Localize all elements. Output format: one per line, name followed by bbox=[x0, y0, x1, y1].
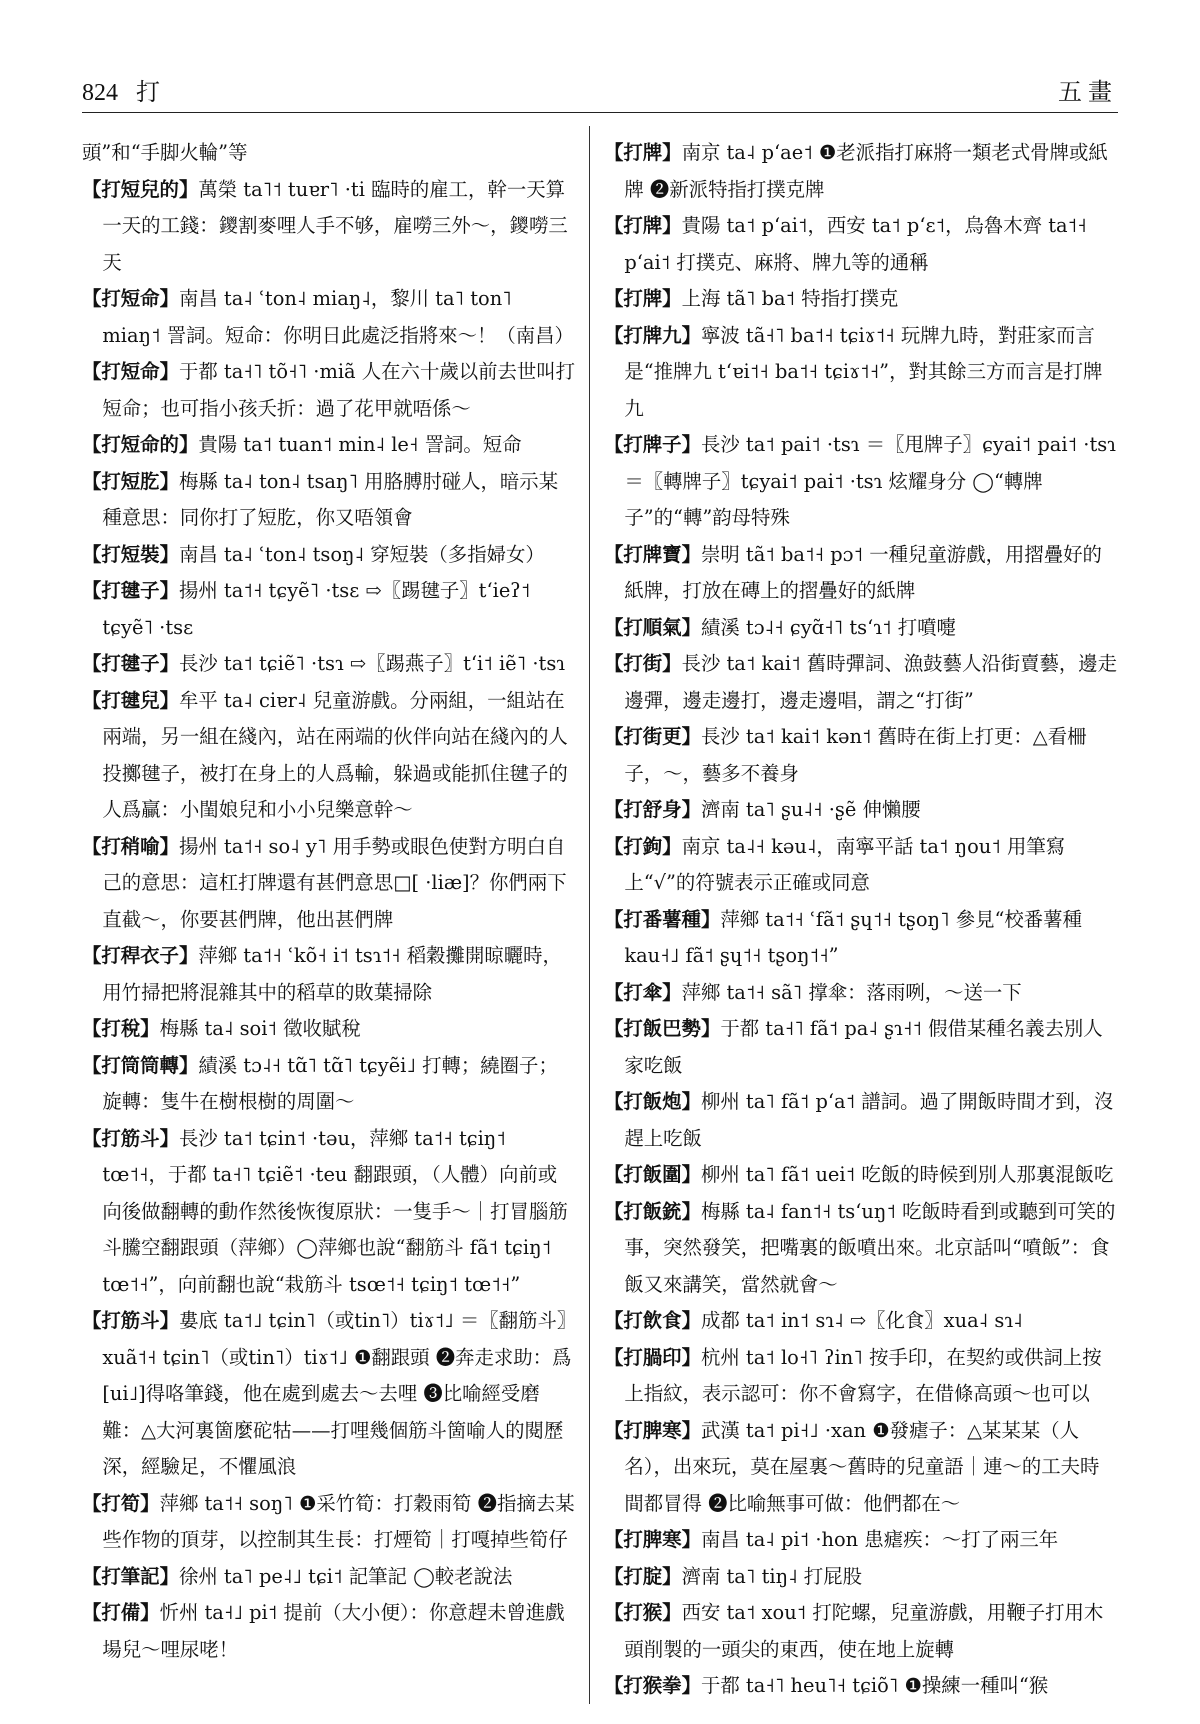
section-label: 五畫 bbox=[1058, 78, 1118, 106]
dictionary-entry bbox=[604, 281, 1118, 318]
headword-bracket-close: 】 bbox=[681, 1090, 701, 1113]
dictionary-entry bbox=[604, 1413, 1118, 1523]
dictionary-entry bbox=[604, 1559, 1118, 1596]
headword-bracket-close: 】 bbox=[159, 652, 179, 675]
headword: 打脾寒 bbox=[623, 1528, 682, 1551]
entry-text: 揚州 ta˦˧ tɕyẽ˥ ·tsɛ ⇨〖踢毽子〗tʻieʔ˦ tɕyẽ˥ ·tsɛ bbox=[102, 579, 531, 639]
entry-text: 萍鄉 ta˦˧ soŋ˥ ❶采竹筍：打穀雨筍 ❷指摘去某些作物的頂芽，以控制其生長：打煙筍｜打嘎掉些筍仔 bbox=[102, 1491, 575, 1551]
entry-text: 梅縣 ta˨ fan˦˧ tsʻuŋ˦ 吃飯時看到或聽到可笑的事，突然發笑，把嘴裏的飯噴出來。北京話叫“噴飯”：食飯又來講笑，當然就會～ bbox=[624, 1199, 1116, 1296]
headword: 打飯銃 bbox=[623, 1199, 682, 1223]
entry-text: 萬榮 ta˥˦ tuɐr˥ ·ti 臨時的雇工，幹一天算一天的工錢：鑁割麥哩人手不够，雇嘮三外～，鑁嘮三天 bbox=[102, 177, 568, 274]
entry-text: 萍鄉 ta˦˧ sã˥ 撑傘：落雨咧，～送一下 bbox=[681, 980, 1022, 1004]
headword: 打稅 bbox=[101, 1017, 141, 1040]
headword-bracket-close: 】 bbox=[662, 1601, 682, 1624]
entry-text: 長沙 ta˦ tɕiẽ˥ ·tsɿ ⇨〖踢燕子〗tʻi˦ iẽ˥ ·tsɿ bbox=[178, 652, 566, 675]
entry-text: 南京 ta˨ pʻae˦ ❶老派指打麻將一類老式骨牌或紙牌 ❷新派特指打撲克牌 bbox=[624, 141, 1108, 201]
headword-bracket-open: 【 bbox=[604, 725, 624, 748]
entry-text: 長沙 ta˦ kai˦ 舊時彈詞、漁鼓藝人沿街賣藝，邊走邊彈，邊走邊打，邊走邊唱，謂之“打街” bbox=[624, 652, 1118, 712]
headword-bracket-open: 【 bbox=[604, 1163, 624, 1186]
dictionary-entry bbox=[604, 1340, 1118, 1413]
dictionary-entry bbox=[604, 208, 1118, 281]
entry-text: 績溪 tɔ˨˧ ɕyɑ̃˧˥ tsʻɿ˦ 打噴嚏 bbox=[700, 615, 956, 639]
headword-bracket-open: 【 bbox=[82, 579, 102, 602]
headword: 打稍喻 bbox=[101, 834, 160, 858]
dictionary-entry bbox=[604, 1011, 1118, 1084]
entry-text: 長沙 ta˦ pai˦ ·tsɿ ＝〖甩牌子〗ɕyai˦ pai˦ ·tsɿ ＝〖轉牌子〗tɕyai˦ pai˦ ·tsɿ 炫耀身分 ◯“轉牌子”的“轉”韵母特殊 bbox=[624, 433, 1116, 529]
dictionary-entry bbox=[604, 1157, 1118, 1194]
headword-bracket-close: 】 bbox=[159, 542, 179, 566]
headword-bracket-close: 】 bbox=[662, 652, 682, 675]
headword-bracket-open: 【 bbox=[82, 1053, 102, 1077]
headword-bracket-close: 】 bbox=[662, 287, 682, 310]
entry-text: 貴陽 ta˦ tuan˦ min˨ le˧ 詈詞。短命 bbox=[198, 433, 522, 456]
headword-bracket-open: 【 bbox=[82, 1491, 102, 1515]
headword-bracket-open: 【 bbox=[604, 1528, 624, 1551]
dictionary-entry bbox=[604, 1194, 1118, 1304]
headword-bracket-close: 】 bbox=[178, 944, 199, 967]
headword-bracket-close: 】 bbox=[681, 1528, 701, 1551]
dictionary-entry bbox=[604, 792, 1118, 829]
entry-text: 徐州 ta˥ pe˨˩ tɕi˦ 記筆記 ◯較老說法 bbox=[178, 1564, 513, 1588]
headword: 打短肐 bbox=[101, 469, 160, 493]
headword: 打腡印 bbox=[623, 1345, 682, 1369]
headword-bracket-close: 】 bbox=[140, 1601, 160, 1624]
headword-bracket-open: 【 bbox=[604, 1674, 624, 1697]
dictionary-entry bbox=[604, 610, 1118, 647]
headword-bracket-close: 】 bbox=[159, 360, 179, 383]
headword-bracket-open: 【 bbox=[82, 1309, 102, 1332]
headword-bracket-open: 【 bbox=[82, 433, 102, 456]
headword-bracket-open: 【 bbox=[82, 834, 102, 858]
dictionary-entry bbox=[82, 427, 576, 464]
headword-bracket-open: 【 bbox=[604, 214, 624, 237]
column-divider bbox=[589, 126, 590, 1704]
headword-bracket-close: 】 bbox=[681, 323, 701, 347]
dictionary-entry bbox=[604, 537, 1118, 610]
headword-bracket-close: 】 bbox=[681, 725, 701, 748]
headword: 打短裝 bbox=[101, 542, 160, 566]
dictionary-entry bbox=[82, 1121, 576, 1304]
headword-bracket-close: 】 bbox=[140, 1017, 160, 1040]
headword-bracket-close: 】 bbox=[159, 1126, 179, 1150]
headword-bracket-open: 【 bbox=[82, 688, 102, 712]
headword: 打備 bbox=[101, 1601, 141, 1624]
headword-bracket-close: 】 bbox=[662, 141, 682, 164]
headword: 打毽兒 bbox=[101, 688, 160, 712]
entry-text: 于都 ta˧˥ fã˦ pa˨ ʂɿ˧˦ 假借某種名義去別人家吃飯 bbox=[624, 1017, 1103, 1077]
headword-bracket-close: 】 bbox=[681, 1163, 701, 1186]
headword-bracket-open: 【 bbox=[82, 944, 102, 967]
headword-bracket-close: 】 bbox=[681, 1674, 701, 1697]
dictionary-entry bbox=[604, 1303, 1118, 1340]
headword: 打脾寒 bbox=[623, 1418, 682, 1442]
entry-text: 柳州 ta˥ fã˦ uei˦ 吃飯的時候到別人那裏混飯吃 bbox=[700, 1163, 1114, 1186]
entry-text: 濟南 ta˥ ʂu˨˧ ·ʂẽ 伸懶腰 bbox=[700, 798, 921, 821]
headword-bracket-close: 】 bbox=[700, 1017, 721, 1040]
entry-text: 貴陽 ta˦ pʻai˦，西安 ta˦ pʻɛ˦，烏魯木齊 ta˦˧ pʻai˦ 打撲克、麻將、牌九等的通稱 bbox=[624, 214, 1087, 274]
dictionary-entry bbox=[82, 1559, 576, 1596]
headword: 打毽子 bbox=[101, 579, 160, 602]
headword-bracket-open: 【 bbox=[604, 834, 624, 858]
dictionary-entry bbox=[604, 1595, 1118, 1668]
dictionary-entry bbox=[604, 646, 1118, 719]
entry-text: 南京 ta˨˧ kəu˨，南寧平話 ta˦ ŋou˦ 用筆寫上“√”的符號表示正確或同意 bbox=[624, 834, 1066, 894]
dictionary-entry bbox=[82, 354, 576, 427]
entry-text: 成都 ta˦ in˦ sɿ˨ ⇨〖化食〗xua˨ sɿ˨ bbox=[700, 1309, 1023, 1332]
headword-bracket-open: 【 bbox=[82, 360, 102, 383]
entry-text: 崇明 tã˦ ba˦˧ pɔ˦ 一種兒童游戲，用摺疊好的紙牌，打放在磚上的摺疊好的紙牌 bbox=[624, 542, 1102, 602]
dictionary-entry bbox=[82, 172, 576, 282]
headword-bracket-close: 】 bbox=[159, 1564, 179, 1588]
headword-bracket-close: 】 bbox=[662, 834, 682, 858]
dictionary-entry bbox=[82, 1303, 576, 1486]
left-column bbox=[82, 135, 576, 1668]
entry-text: 柳州 ta˥ fã˦ pʻa˦ 譜詞。過了開飯時間才到，沒趕上吃飯 bbox=[624, 1090, 1114, 1150]
headword-bracket-close: 】 bbox=[681, 542, 701, 566]
headword-bracket-open: 【 bbox=[604, 323, 624, 347]
headword-bracket-close: 】 bbox=[159, 469, 179, 493]
headword-bracket-close: 】 bbox=[681, 1199, 701, 1223]
headword-bracket-open: 【 bbox=[82, 652, 102, 675]
entry-text: 于都 ta˧˥ tõ˧˥ ·miã 人在六十歲以前去世叫打短命；也可指小孩夭折：過了花甲就唔係～ bbox=[102, 360, 576, 420]
right-column bbox=[604, 135, 1118, 1705]
headword-bracket-close: 】 bbox=[662, 214, 682, 237]
headword-bracket-open: 【 bbox=[82, 469, 102, 493]
entry-text: 寧波 tã˧˥ ba˦˧ tɕiɤ˦˧ 玩牌九時，對莊家而言是“推牌九 tʻɐi˦˧ ba˦˧ tɕiɤ˦˧”，對其餘三方而言是打牌九 bbox=[624, 323, 1103, 420]
dictionary-entry bbox=[82, 1048, 576, 1121]
headword-bracket-close: 】 bbox=[681, 433, 701, 456]
header-left bbox=[82, 72, 160, 107]
headword: 打牌 bbox=[623, 141, 663, 164]
dictionary-entry bbox=[82, 646, 576, 683]
headword-bracket-close: 】 bbox=[662, 980, 682, 1004]
entry-text: 武漢 ta˦ pi˧˩ ·xan ❶發瘧子：△某某某（人名），出來玩，莫在屋裏～舊時的兒童語｜連～的工夫時間都冒得 ❷比喻無事可做：他們都在～ bbox=[624, 1418, 1100, 1515]
headword-bracket-close: 】 bbox=[700, 907, 721, 931]
entry-text: 績溪 tɔ˨˧ tɑ̃˥ tɑ̃˥ tɕyẽi˩ 打轉；繞圈子；旋轉：隻牛在樹根樹的周圍～ bbox=[102, 1053, 558, 1113]
headword: 打飯炮 bbox=[623, 1090, 682, 1113]
dictionary-entry bbox=[604, 135, 1118, 208]
entry-text: 西安 ta˦ xou˦ 打陀螺，兒童游戲，用鞭子打用木頭削製的一頭尖的東西，使在地上旋轉 bbox=[624, 1601, 1104, 1661]
header-rule bbox=[82, 112, 1118, 113]
dictionary-entry bbox=[604, 902, 1118, 975]
headword: 打飯巴勢 bbox=[623, 1017, 701, 1040]
headword-bracket-open: 【 bbox=[604, 433, 624, 456]
headword-bracket-open: 【 bbox=[604, 1564, 624, 1588]
headword-bracket-close: 】 bbox=[681, 1418, 701, 1442]
headword: 打舒身 bbox=[623, 798, 682, 821]
headword-bracket-open: 【 bbox=[604, 907, 624, 931]
headword-bracket-open: 【 bbox=[604, 1601, 624, 1624]
headword: 打稈衣子 bbox=[101, 944, 179, 967]
headword-bracket-close: 】 bbox=[178, 177, 199, 201]
page-number: 824 bbox=[82, 80, 118, 106]
headword-bracket-close: 】 bbox=[159, 287, 179, 310]
headword-bracket-close: 】 bbox=[681, 1345, 701, 1369]
headword-bracket-open: 【 bbox=[604, 1418, 624, 1442]
dictionary-entry bbox=[82, 938, 576, 1011]
headword: 打街更 bbox=[623, 725, 682, 748]
entry-text: 濟南 ta˥ tiŋ˨ 打屁股 bbox=[681, 1564, 862, 1588]
dictionary-entry bbox=[604, 1668, 1118, 1705]
headword-bracket-open: 【 bbox=[604, 141, 624, 164]
headword-bracket-close: 】 bbox=[178, 1053, 199, 1077]
entry-text: 頭”和“手脚火輪”等 bbox=[82, 141, 248, 164]
dictionary-entry bbox=[604, 1084, 1118, 1157]
headword-bracket-close: 】 bbox=[159, 688, 179, 712]
headword-bracket-open: 【 bbox=[604, 652, 624, 675]
headword-bracket-open: 【 bbox=[82, 1564, 102, 1588]
headword: 打筋斗 bbox=[101, 1309, 160, 1332]
entry-text: 上海 tã˥ ba˦ 特指打撲克 bbox=[681, 287, 899, 310]
entry-text: 萍鄉 ta˦˧ ʿkõ˧ i˦ tsɿ˦˧ 稻穀攤開晾曬時，用竹掃把將混雜其中的稻草的敗葉掃除 bbox=[102, 944, 562, 1004]
entry-text: 南昌 ta˨ pi˦ ·hon 患瘧疾：～打了兩三年 bbox=[700, 1528, 1059, 1551]
dictionary-entry bbox=[604, 975, 1118, 1012]
headword-bracket-close: 】 bbox=[681, 1309, 701, 1332]
headword: 打飲食 bbox=[623, 1309, 682, 1332]
headword: 打番薯種 bbox=[623, 907, 701, 931]
entry-text: 長沙 ta˦ kai˦ kən˦ 舊時在街上打更：△看柵子，～，藝多不養身 bbox=[624, 725, 1087, 785]
dictionary-entry bbox=[82, 573, 576, 646]
headword: 打猴拳 bbox=[623, 1674, 682, 1697]
headword-bracket-close: 】 bbox=[681, 798, 701, 821]
dictionary-entry bbox=[82, 683, 576, 829]
headword: 打飯圍 bbox=[623, 1163, 682, 1186]
headword: 打腚 bbox=[623, 1564, 663, 1588]
headword-bracket-open: 【 bbox=[82, 1017, 102, 1040]
headword: 打短命 bbox=[101, 287, 160, 310]
headword-bracket-open: 【 bbox=[82, 1126, 102, 1150]
headword: 打牌 bbox=[623, 214, 663, 237]
entry-text: 揚州 ta˦˧ so˨ y˥ 用手勢或眼色使對方明白自己的意思：這杠打牌還有甚們意思□[ ·liæ]？你們兩下直截～，你要甚們牌，他出甚們牌 bbox=[102, 834, 567, 931]
headword: 打毽子 bbox=[101, 652, 160, 675]
dictionary-entry bbox=[82, 1595, 576, 1668]
headword-bracket-close: 】 bbox=[662, 1564, 682, 1588]
headword-bracket-open: 【 bbox=[604, 1345, 624, 1369]
entry-text: 萍鄉 ta˦˧ ʿfã˦ ʂɥ˦˧ tʂoŋ˥ 參見“校番薯種 kau˧˩ fã˦ ʂɥ˦˧ tʂoŋ˦˧” bbox=[624, 907, 1082, 967]
entry-text: 牟平 ta˨ ciɐr˨ 兒童游戲。分兩組，一組站在兩端，另一組在綫內，站在兩端的伙伴向站在綫內的人投擲毽子，被打在身上的人爲輸，躲過或能抓住毽子的人爲贏：小閨娘兒和小小兒樂意幹～ bbox=[102, 688, 568, 821]
headword: 打傘 bbox=[623, 980, 663, 1004]
entry-text: 婁底 ta˦˩ tɕin˥（或tin˥）tiɤ˦˩ ＝〖翻筋斗〗xuã˦˧ tɕin˥（或tin˥）tiɤ˦˩ ❶翻跟頭 ❷奔走求助：爲[ui˩]得咯筆錢，他在處到處去～去哩 ❸比喻經受磨難：△大河裏箇麼砣牯——打哩幾個筋斗箇喻人的閱歷深，經驗足，不懼風浪 bbox=[102, 1309, 572, 1478]
entry-text: 梅縣 ta˨ soi˦ 徵收賦稅 bbox=[159, 1017, 361, 1040]
headword-bracket-open: 【 bbox=[604, 980, 624, 1004]
headword-bracket-open: 【 bbox=[604, 798, 624, 821]
dictionary-entry bbox=[82, 281, 576, 354]
headword: 打街 bbox=[623, 652, 663, 675]
dictionary-entry bbox=[82, 829, 576, 939]
headword: 打牌子 bbox=[623, 433, 682, 456]
headword: 打牌九 bbox=[623, 323, 682, 347]
headword-bracket-open: 【 bbox=[604, 1090, 624, 1113]
entry-text: 忻州 ta˧˩ pi˦ 提前（大小便）：你意趕未曾進戲場兒～哩尿咾！ bbox=[102, 1601, 565, 1661]
entry-text: 于都 ta˧˥ heu˥˧ tɕiõ˥ ❶操練一種叫“猴 bbox=[700, 1674, 1049, 1697]
dictionary-entry bbox=[82, 135, 576, 172]
dictionary-entry bbox=[82, 464, 576, 537]
headword: 打筒筒轉 bbox=[101, 1053, 179, 1077]
headword: 打筍 bbox=[101, 1491, 141, 1515]
entry-text: 南昌 ta˨ ʿton˨ miaŋ˨，黎川 ta˥ ton˥ miaŋ˦ 詈詞。短命：你明日此處泛指將來～！（南昌） bbox=[102, 287, 574, 347]
dictionary-entry bbox=[82, 1486, 576, 1559]
headword: 打猴 bbox=[623, 1601, 663, 1624]
headword: 打短命的 bbox=[101, 433, 179, 456]
headword: 打短命 bbox=[101, 360, 160, 383]
dictionary-entry bbox=[604, 427, 1118, 537]
headword-bracket-open: 【 bbox=[82, 1601, 102, 1624]
headword: 打順氣 bbox=[623, 615, 682, 639]
headword-bracket-close: 】 bbox=[159, 1309, 179, 1332]
headword-bracket-open: 【 bbox=[604, 615, 624, 639]
entry-text: 長沙 ta˦ tɕin˦ ·təu，萍鄉 ta˦˧ tɕiŋ˦ tœ˦˧，于都 ta˧˥ tɕiẽ˦ ·teu 翻跟頭，（人體）向前或向後做翻轉的動作然後恢復原狀：一隻手～｜打冒腦筋斗騰空翻跟頭（萍鄉）◯萍鄉也說“翻筋斗 fã˦ tɕiŋ˦ tœ˦˧”，向前翻也說“栽筋斗 tsœ˦˧ tɕiŋ˦ tœ˦˧” bbox=[102, 1126, 568, 1296]
headword: 打牌 bbox=[623, 287, 663, 310]
headword-bracket-open: 【 bbox=[604, 1017, 624, 1040]
page-header bbox=[82, 70, 1118, 110]
headword-bracket-close: 】 bbox=[159, 579, 179, 602]
entry-text: 梅縣 ta˨ ton˨ tsaŋ˥ 用胳膊肘碰人，暗示某種意思：同你打了短肐，你又唔領會 bbox=[102, 469, 559, 529]
radical-label: 打 bbox=[136, 78, 160, 106]
headword: 打筆記 bbox=[101, 1564, 160, 1588]
dictionary-entry bbox=[604, 318, 1118, 428]
headword-bracket-close: 】 bbox=[140, 1491, 160, 1515]
headword-bracket-open: 【 bbox=[82, 287, 102, 310]
dictionary-entry bbox=[82, 1011, 576, 1048]
headword: 打牌寶 bbox=[623, 542, 682, 566]
dictionary-entry bbox=[604, 1522, 1118, 1559]
headword: 打短兒的 bbox=[101, 177, 179, 201]
headword-bracket-open: 【 bbox=[604, 542, 624, 566]
headword-bracket-open: 【 bbox=[604, 287, 624, 310]
headword: 打鉤 bbox=[623, 834, 663, 858]
headword-bracket-close: 】 bbox=[178, 433, 199, 456]
entry-text: 南昌 ta˨ ʿton˨ tsoŋ˨ 穿短裝（多指婦女） bbox=[178, 542, 545, 566]
headword: 打筋斗 bbox=[101, 1126, 160, 1150]
headword-bracket-close: 】 bbox=[159, 834, 179, 858]
entry-text: 杭州 ta˦ lo˧˥ ʔin˥ 按手印，在契約或供詞上按上指紋，表示認可：你不會寫字，在借條高頭～也可以 bbox=[624, 1345, 1102, 1405]
headword-bracket-open: 【 bbox=[604, 1309, 624, 1332]
dictionary-entry bbox=[604, 829, 1118, 902]
headword-bracket-close: 】 bbox=[681, 615, 701, 639]
headword-bracket-open: 【 bbox=[82, 177, 102, 201]
headword-bracket-open: 【 bbox=[604, 1199, 624, 1223]
headword-bracket-open: 【 bbox=[82, 542, 102, 566]
dictionary-entry bbox=[82, 537, 576, 574]
dictionary-entry bbox=[604, 719, 1118, 792]
